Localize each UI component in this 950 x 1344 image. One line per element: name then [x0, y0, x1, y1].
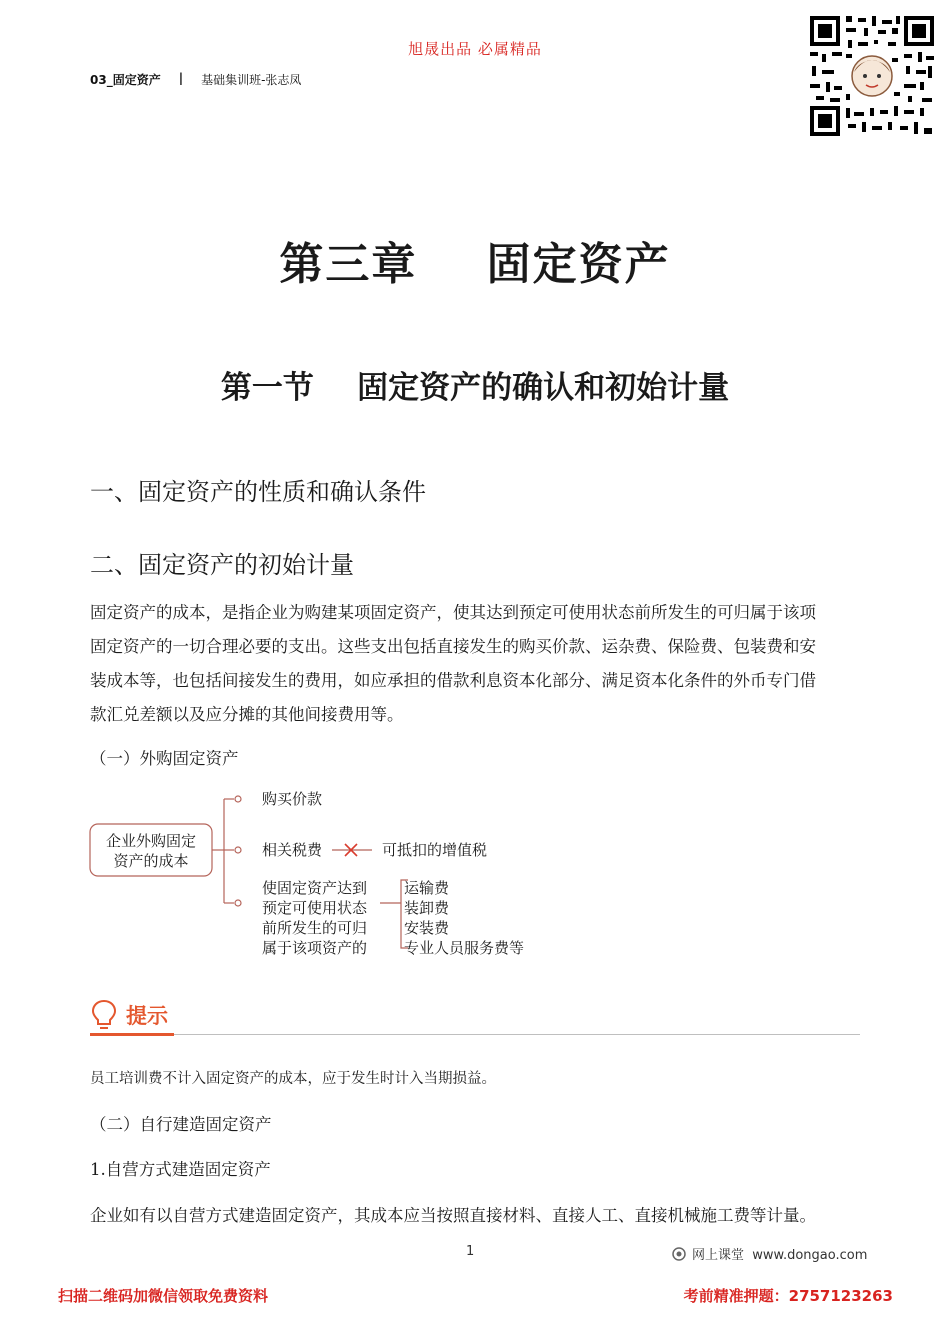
intro-paragraph	[90, 596, 862, 732]
footer-right-promo: 考前精准押题：2757123263	[683, 1287, 893, 1305]
page-number: 1	[466, 1244, 475, 1259]
diagram-branch3-line: 属于该项资产的	[262, 939, 368, 957]
tip-text: 员工培训费不计入固定资产的成本，应于发生时计入当期损益。	[90, 1071, 496, 1087]
diagram-branch-taxes: 相关税费	[262, 841, 323, 859]
diagram-branch3-line: 前所发生的可归	[262, 919, 368, 937]
diagram-excluded-vat: 可抵扣的增值税	[382, 841, 488, 859]
course-name: 03_固定资产	[90, 73, 161, 87]
diagram-root-line: 企业外购固定	[105, 832, 197, 850]
class-info: 基础集训班-张志凤	[201, 73, 302, 87]
last-paragraph: 企业如有以自营方式建造固定资产，其成本应当按照直接材料、直接人工、直接机械施工费等计量。	[90, 1206, 816, 1225]
tip-divider	[90, 1034, 860, 1035]
header-breadcrumb	[90, 71, 301, 88]
paragraph-line: 固定资产的一切合理必要的支出。这些支出包括直接发生的购买价款、运杂费、保险费、包装费和安	[90, 637, 816, 656]
diagram-item-installation: 安装费	[404, 919, 450, 937]
heading-initial-measurement: 二、固定资产的初始计量	[90, 551, 354, 579]
heading-nature-and-recognition: 一、固定资产的性质和确认条件	[90, 478, 426, 506]
site-text: 网上课堂 www.dongao.com	[692, 1248, 868, 1263]
section-title: 第一节 固定资产的确认和初始计量	[220, 370, 730, 406]
diagram-item-loading: 装卸费	[404, 899, 450, 917]
subheading-purchased-assets: （一）外购固定资产	[90, 749, 239, 768]
site-credit	[672, 1244, 867, 1263]
chapter-title: 第三章 固定资产	[279, 239, 671, 290]
subheading-self-constructed: （二）自行建造固定资产	[90, 1115, 272, 1134]
header-separator: |	[178, 71, 184, 85]
diagram-item-transport: 运输费	[404, 879, 450, 897]
diagram-branch3-line: 使固定资产达到	[262, 879, 368, 897]
diagram-root-line: 资产的成本	[113, 852, 189, 870]
header-slogan: 旭晟出品 必属精品	[408, 40, 542, 58]
diagram-branch3-line: 预定可使用状态	[262, 899, 368, 917]
cost-composition-diagram	[88, 782, 558, 962]
diagram-branch-purchase-price: 购买价款	[262, 790, 323, 808]
paragraph-line: 款汇兑差额以及应分摊的其他间接费用等。	[90, 705, 404, 724]
subheading-self-operated: 1.自营方式建造固定资产	[90, 1160, 271, 1179]
diagram-item-professional-fees: 专业人员服务费等	[404, 939, 525, 957]
tip-divider-accent	[90, 1033, 174, 1036]
lightbulb-icon	[90, 998, 118, 1032]
paragraph-line: 固定资产的成本，是指企业为购建某项固定资产，使其达到预定可使用状态前所发生的可归属于该项	[90, 603, 816, 622]
qr-code-icon	[808, 14, 936, 138]
tip-title: 提示	[126, 1004, 168, 1028]
paragraph-line: 装成本等，也包括间接发生的费用，如应承担的借款利息资本化部分、满足资本化条件的外币专门借	[90, 671, 816, 690]
dongao-logo-icon	[672, 1247, 686, 1261]
footer-left-promo: 扫描二维码加微信领取免费资料	[58, 1287, 269, 1305]
